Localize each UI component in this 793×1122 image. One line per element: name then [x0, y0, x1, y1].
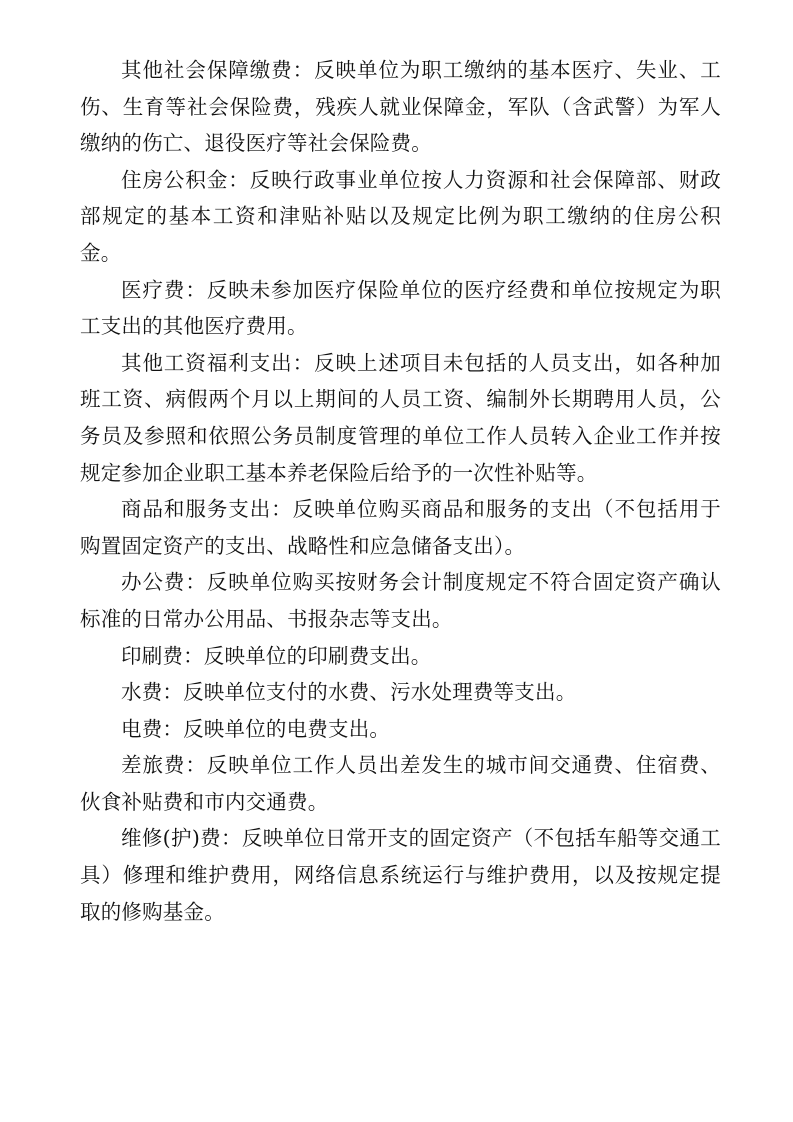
paragraph-office-fee: 办公费：反映单位购买按财务会计制度规定不符合固定资产确认标准的日常办公用品、书报杂志等支出。: [80, 570, 721, 631]
paragraph-other-social-security: 其他社会保障缴费：反映单位为职工缴纳的基本医疗、失业、工伤、生育等社会保险费，残疾人就业保障金，军队（含武警）为军人缴纳的伤亡、退役医疗等社会保险费。: [80, 58, 721, 156]
paragraph-goods-services: 商品和服务支出：反映单位购买商品和服务的支出（不包括用于购置固定资产的支出、战略性和应急储备支出）。: [80, 497, 721, 558]
paragraph-water-fee: 水费：反映单位支付的水费、污水处理费等支出。: [121, 680, 577, 705]
paragraph-travel-fee: 差旅费：反映单位工作人员出差发生的城市间交通费、住宿费、伙食补贴费和市内交通费。: [80, 753, 721, 814]
paragraph-printing-fee: 印刷费：反映单位的印刷费支出。: [121, 643, 432, 668]
paragraph-maintenance-fee: 维修(护)费：反映单位日常开支的固定资产（不包括车船等交通工具）修理和维护费用，网络信息系统运行与维护费用，以及按规定提取的修购基金。: [80, 826, 721, 924]
paragraph-housing-fund: 住房公积金：反映行政事业单位按人力资源和社会保障部、财政部规定的基本工资和津贴补贴以及规定比例为职工缴纳的住房公积金。: [80, 167, 721, 265]
paragraph-electricity-fee: 电费：反映单位的电费支出。: [121, 716, 391, 741]
paragraph-other-wage-welfare: 其他工资福利支出：反映上述项目未包括的人员支出，如各种加班工资、病假两个月以上期间的人员工资、编制外长期聘用人员，公务员及参照和依照公务员制度管理的单位工作人员转入企业工作并按规定参加企业职工基本养老保险后给予的一次性补贴等。: [80, 350, 721, 485]
paragraph-medical-fee: 医疗费：反映未参加医疗保险单位的医疗经费和单位按规定为职工支出的其他医疗费用。: [80, 277, 721, 339]
